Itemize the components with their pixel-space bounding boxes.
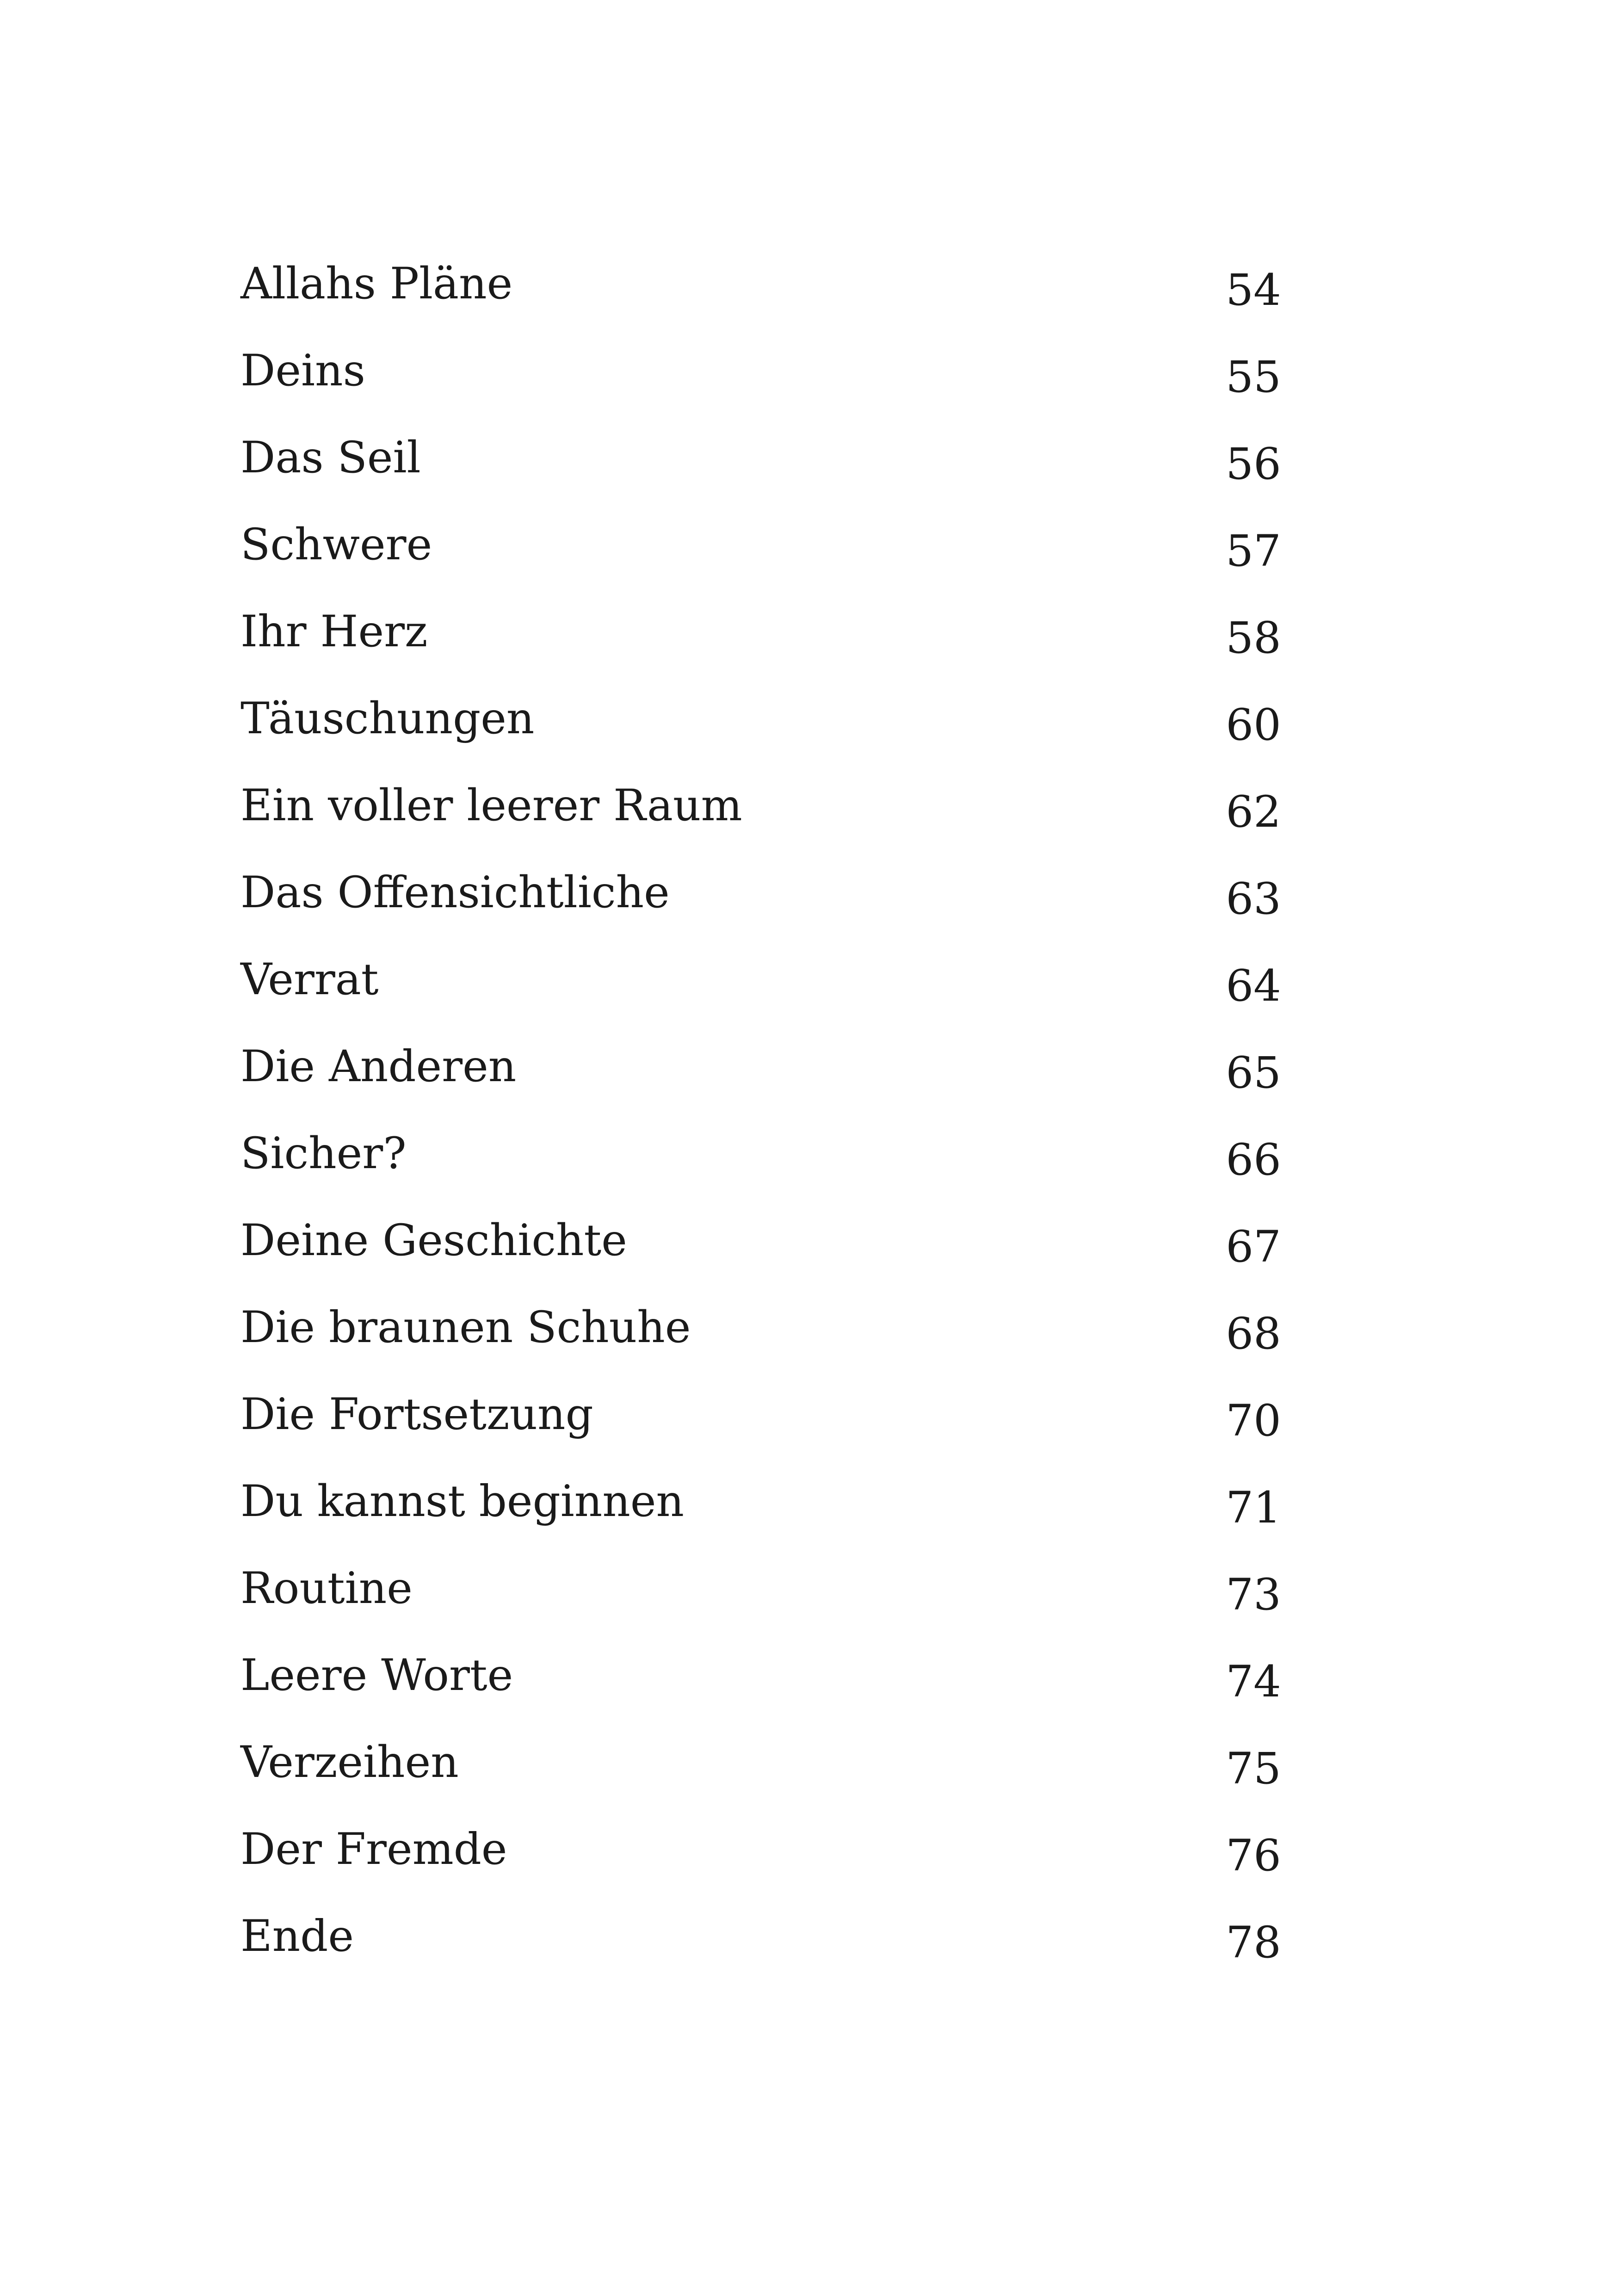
toc-entry (241, 859, 1281, 946)
toc-entry-page-number: 58 (1226, 613, 1281, 663)
toc-entry (241, 1902, 1281, 1989)
toc-entry-title: Die braunen Schuhe (241, 1302, 691, 1353)
toc-entry (241, 250, 1281, 337)
toc-entry-page-number: 57 (1226, 526, 1281, 576)
toc-entry (241, 1815, 1281, 1902)
toc-entry-page-number: 62 (1226, 787, 1281, 837)
toc-entry-page-number: 54 (1226, 265, 1281, 316)
toc-entry-title: Ende (241, 1911, 354, 1962)
toc-entry-title: Täuschungen (241, 693, 535, 744)
toc-entry-page-number: 71 (1226, 1483, 1281, 1533)
toc-entry-title: Das Seil (241, 433, 421, 483)
toc-entry-title: Allahs Pläne (241, 259, 513, 309)
toc-entry-page-number: 68 (1226, 1309, 1281, 1359)
toc-entry-page-number: 67 (1226, 1222, 1281, 1272)
toc-entry-page-number: 73 (1226, 1570, 1281, 1620)
toc-entry (241, 1207, 1281, 1293)
toc-entry (241, 946, 1281, 1033)
toc-entry-title: Die Anderen (241, 1041, 517, 1092)
toc-entry (241, 1641, 1281, 1728)
toc-entry-title: Leere Worte (241, 1650, 513, 1701)
toc-entry (241, 772, 1281, 859)
toc-entry-page-number: 65 (1226, 1048, 1281, 1098)
toc-entry-page-number: 70 (1226, 1396, 1281, 1446)
toc-entry-page-number: 66 (1226, 1135, 1281, 1185)
toc-entry-title: Sicher? (241, 1128, 407, 1179)
toc-entry (241, 1293, 1281, 1380)
toc-entry-page-number: 78 (1226, 1918, 1281, 1968)
toc-entry-title: Du kannst beginnen (241, 1476, 685, 1527)
toc-entry (241, 424, 1281, 511)
toc-entry-title: Ein voller leerer Raum (241, 780, 742, 831)
toc-entry-title: Verzeihen (241, 1737, 459, 1788)
toc-entry-title: Deine Geschichte (241, 1215, 627, 1266)
toc-entry (241, 685, 1281, 772)
toc-entry (241, 511, 1281, 598)
toc-entry-page-number: 60 (1226, 700, 1281, 750)
toc-entry (241, 1467, 1281, 1554)
table-of-contents (241, 250, 1281, 1989)
toc-entry-title: Routine (241, 1563, 413, 1614)
toc-entry-page-number: 75 (1226, 1744, 1281, 1794)
toc-entry-page-number: 76 (1226, 1831, 1281, 1881)
toc-entry-title: Schwere (241, 520, 432, 570)
toc-entry-page-number: 55 (1226, 352, 1281, 402)
toc-entry (241, 1554, 1281, 1641)
toc-entry (241, 1033, 1281, 1120)
toc-entry (241, 1380, 1281, 1467)
toc-entry-title: Der Fremde (241, 1824, 507, 1875)
toc-entry-page-number: 56 (1226, 439, 1281, 489)
toc-entry-title: Die Fortsetzung (241, 1389, 593, 1440)
toc-entry (241, 598, 1281, 685)
toc-entry (241, 1728, 1281, 1815)
toc-entry-title: Verrat (241, 954, 379, 1005)
toc-entry (241, 1120, 1281, 1207)
toc-entry-title: Ihr Herz (241, 606, 428, 657)
toc-entry (241, 337, 1281, 424)
toc-entry-title: Deins (241, 346, 365, 396)
toc-entry-page-number: 64 (1226, 961, 1281, 1011)
toc-entry-page-number: 74 (1226, 1657, 1281, 1707)
toc-entry-page-number: 63 (1226, 874, 1281, 924)
toc-entry-title: Das Offensichtliche (241, 867, 670, 918)
